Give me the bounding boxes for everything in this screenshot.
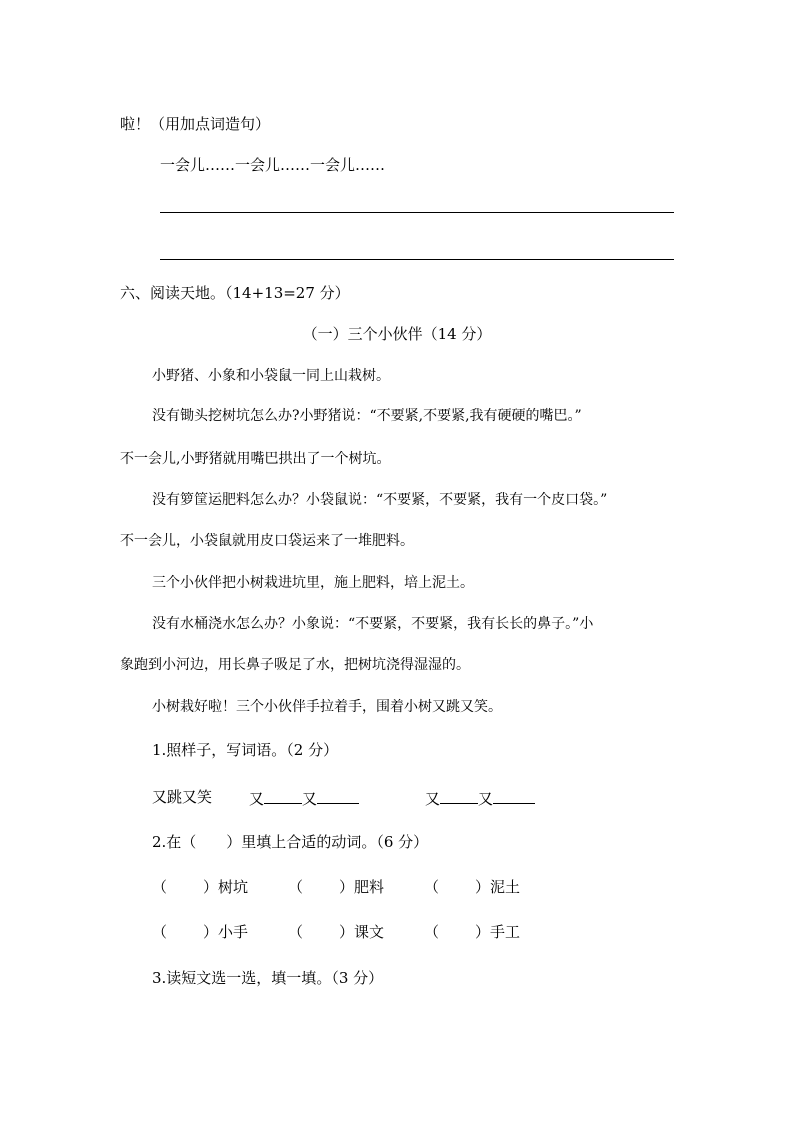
question-2-row-2-item-1[interactable] <box>152 922 248 942</box>
story-paragraph-2-line-1: 没有锄头挖树坑怎么办?小野猪说：“不要紧,不要紧,我有硬硬的嘴巴。” <box>152 408 582 424</box>
fill-target: 小手 <box>218 923 249 941</box>
sentence-pattern: 一会儿……一会儿……一会儿…… <box>160 156 386 174</box>
story-paragraph-5-line-1: 没有水桶浇水怎么办？小象说：“不要紧，不要紧，我有长长的鼻子。”小 <box>152 616 594 632</box>
open-paren: （ <box>152 878 168 896</box>
story-paragraph-6: 小树栽好啦！三个小伙伴手拉着手，围着小树又跳又笑。 <box>152 699 502 715</box>
pattern-char: 又 <box>425 790 441 808</box>
close-paren: ） <box>475 878 491 896</box>
pattern-char: 又 <box>302 790 318 808</box>
question-2-row-2-item-2[interactable] <box>288 922 384 942</box>
fill-blank[interactable] <box>493 787 535 804</box>
answer-line-2[interactable] <box>160 259 674 260</box>
story-paragraph-4: 三个小伙伴把小树栽进坑里，施上肥料，培上泥土。 <box>152 575 474 591</box>
fill-target: 肥料 <box>354 878 385 896</box>
question-1-item-1 <box>249 787 359 809</box>
fill-target: 泥土 <box>490 878 521 896</box>
question-1-example: 又跳又笑 <box>152 788 213 806</box>
fill-blank[interactable] <box>264 787 302 804</box>
open-paren: （ <box>424 878 440 896</box>
close-paren: ） <box>475 923 491 941</box>
open-paren: （ <box>152 923 168 941</box>
fill-target: 课文 <box>354 923 385 941</box>
fill-target: 手工 <box>490 923 521 941</box>
question-2-row-1-item-2[interactable] <box>288 877 384 897</box>
story-paragraph-1: 小野猪、小象和小袋鼠一同上山栽树。 <box>152 368 390 384</box>
open-paren: （ <box>288 878 304 896</box>
question-3-prompt: 3.读短文选一选，填一填。（3 分） <box>152 969 384 987</box>
story-paragraph-3-line-1: 没有箩筐运肥料怎么办？小袋鼠说：“不要紧，不要紧，我有一个皮口袋。” <box>152 492 608 508</box>
pattern-char: 又 <box>478 790 494 808</box>
question-1-item-2 <box>425 787 535 809</box>
sentence-task-continuation: 啦！（用加点词造句） <box>120 115 271 133</box>
story-paragraph-5-line-2: 象跑到小河边，用长鼻子吸足了水，把树坑浇得湿湿的。 <box>120 657 470 673</box>
question-2-prompt: 2.在（ ）里填上合适的动词。（6 分） <box>152 833 429 851</box>
close-paren: ） <box>339 923 355 941</box>
open-paren: （ <box>424 923 440 941</box>
section-heading: 六、阅读天地。（14+13=27 分） <box>120 284 350 302</box>
story-paragraph-2-line-2: 不一会儿,小野猪就用嘴巴拱出了一个树坑。 <box>120 451 391 467</box>
story-paragraph-3-line-2: 不一会儿，小袋鼠就用皮口袋运来了一堆肥料。 <box>120 533 414 549</box>
question-2-row-1-item-1[interactable] <box>152 877 248 897</box>
pattern-char: 又 <box>249 790 265 808</box>
fill-target: 树坑 <box>218 878 249 896</box>
fill-blank[interactable] <box>440 787 478 804</box>
fill-blank[interactable] <box>317 787 359 804</box>
answer-line-1[interactable] <box>160 212 674 213</box>
open-paren: （ <box>288 923 304 941</box>
close-paren: ） <box>203 923 219 941</box>
story-title: （一）三个小伙伴（14 分） <box>302 325 492 343</box>
close-paren: ） <box>203 878 219 896</box>
question-2-row-2-item-3[interactable] <box>424 922 520 942</box>
close-paren: ） <box>339 878 355 896</box>
question-2-row-1-item-3[interactable] <box>424 877 520 897</box>
question-1-prompt: 1.照样子，写词语。（2 分） <box>152 741 339 759</box>
